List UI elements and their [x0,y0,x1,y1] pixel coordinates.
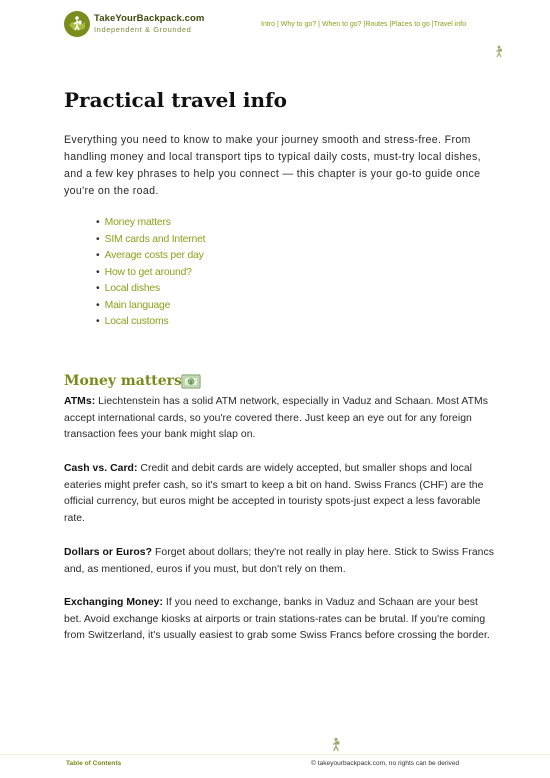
brand-name[interactable]: TakeYourBackpack.com [94,13,205,24]
list-item [96,248,205,265]
footer-divider [0,754,550,755]
toc-link-money-matters[interactable]: Money matters [104,217,171,228]
brand-tagline: Independent & Grounded [94,25,192,34]
nav-link-routes[interactable]: Routes [365,21,388,28]
paragraph-text: Credit and debit cards are widely accepted, but smaller shops and local eateries might prefer cash, so it's smart to keep a bit on hand. Swiss Francs (CHF) are the official currency, but euros might be accepted in touristy spots-just expect a less favorable rate. [64,463,484,524]
banknote-icon [181,374,201,394]
table-of-contents-link[interactable]: Table of Contents [66,760,122,767]
toc-link-sim-cards[interactable]: SIM cards and Internet [104,233,206,245]
paragraph-label: ATMs: [64,396,96,407]
top-navigation [261,21,466,28]
nav-link-travel-info[interactable]: Travel info [433,21,467,28]
copyright-notice: © takeyourbackpack.com, no rights can be derived [311,760,460,767]
list-item [96,281,205,298]
toc-link-local-customs[interactable]: Local customs [104,316,169,327]
paragraph-label: Dollars or Euros? [64,547,153,558]
cash-vs-card-paragraph [64,461,496,527]
dollars-or-euros-paragraph [64,545,496,578]
atms-paragraph [64,394,496,444]
intro-paragraph: Everything you need to know to make your journey smooth and stress-free. From handling money and local transport tips to typical daily costs, must-try local dishes, and a few key phrases to help you connect — this chapter is your go-to guide once you're on the road. [64,134,481,197]
toc-link-get-around[interactable]: How to get around? [104,266,192,278]
nav-separator: | [275,21,281,28]
nav-separator: | [387,21,392,28]
list-item [96,232,205,249]
nav-link-when-to-go[interactable]: When to go? [321,21,362,28]
list-item [96,314,205,331]
toc-link-average-costs[interactable]: Average costs per day [104,250,204,261]
page-header [0,0,550,50]
nav-separator: | [361,21,366,28]
nav-link-places-to-go[interactable]: Places to go [391,21,430,28]
list-item [96,215,205,232]
nav-separator: | [429,21,434,28]
nav-link-intro[interactable]: Intro [261,21,276,28]
list-item [96,298,205,315]
toc-link-main-language[interactable]: Main language [104,299,171,311]
nav-link-why-to-go[interactable]: Why to go? [280,21,317,28]
page-title: Practical travel info [64,88,287,112]
globe-backpacker-icon[interactable] [64,11,90,37]
toc-link-local-dishes[interactable]: Local dishes [104,283,161,294]
paragraph-label: Cash vs. Card: [64,463,138,474]
hiker-icon [494,45,504,63]
exchanging-money-paragraph [64,595,496,645]
nav-separator: | [316,21,322,28]
paragraph-text: Forget about dollars; they're not really in play here. Stick to Swiss Francs and, as mentioned, euros if you must, but don't rely on them. [64,547,494,575]
section-title: Money matters [64,373,182,389]
list-item [96,265,205,282]
paragraph-text: If you need to exchange, banks in Vaduz and Schaan are your best bet. Avoid exchange kiosks at airports or train stations-rates can be brutal. If you're coming from Switzerland, it's usually easiest to grab some Swiss Francs before crossing the border. [64,597,490,641]
paragraph-label: Exchanging Money: [64,597,163,608]
svg-text:$: $ [189,380,193,386]
paragraph-text: Liechtenstein has a solid ATM network, especially in Vaduz and Schaan. Most ATMs accept international cards, so you're covered there. Just keep an eye out for any foreign transaction fees your bank might slap on. [64,396,488,440]
chapter-contents-list [96,215,205,331]
